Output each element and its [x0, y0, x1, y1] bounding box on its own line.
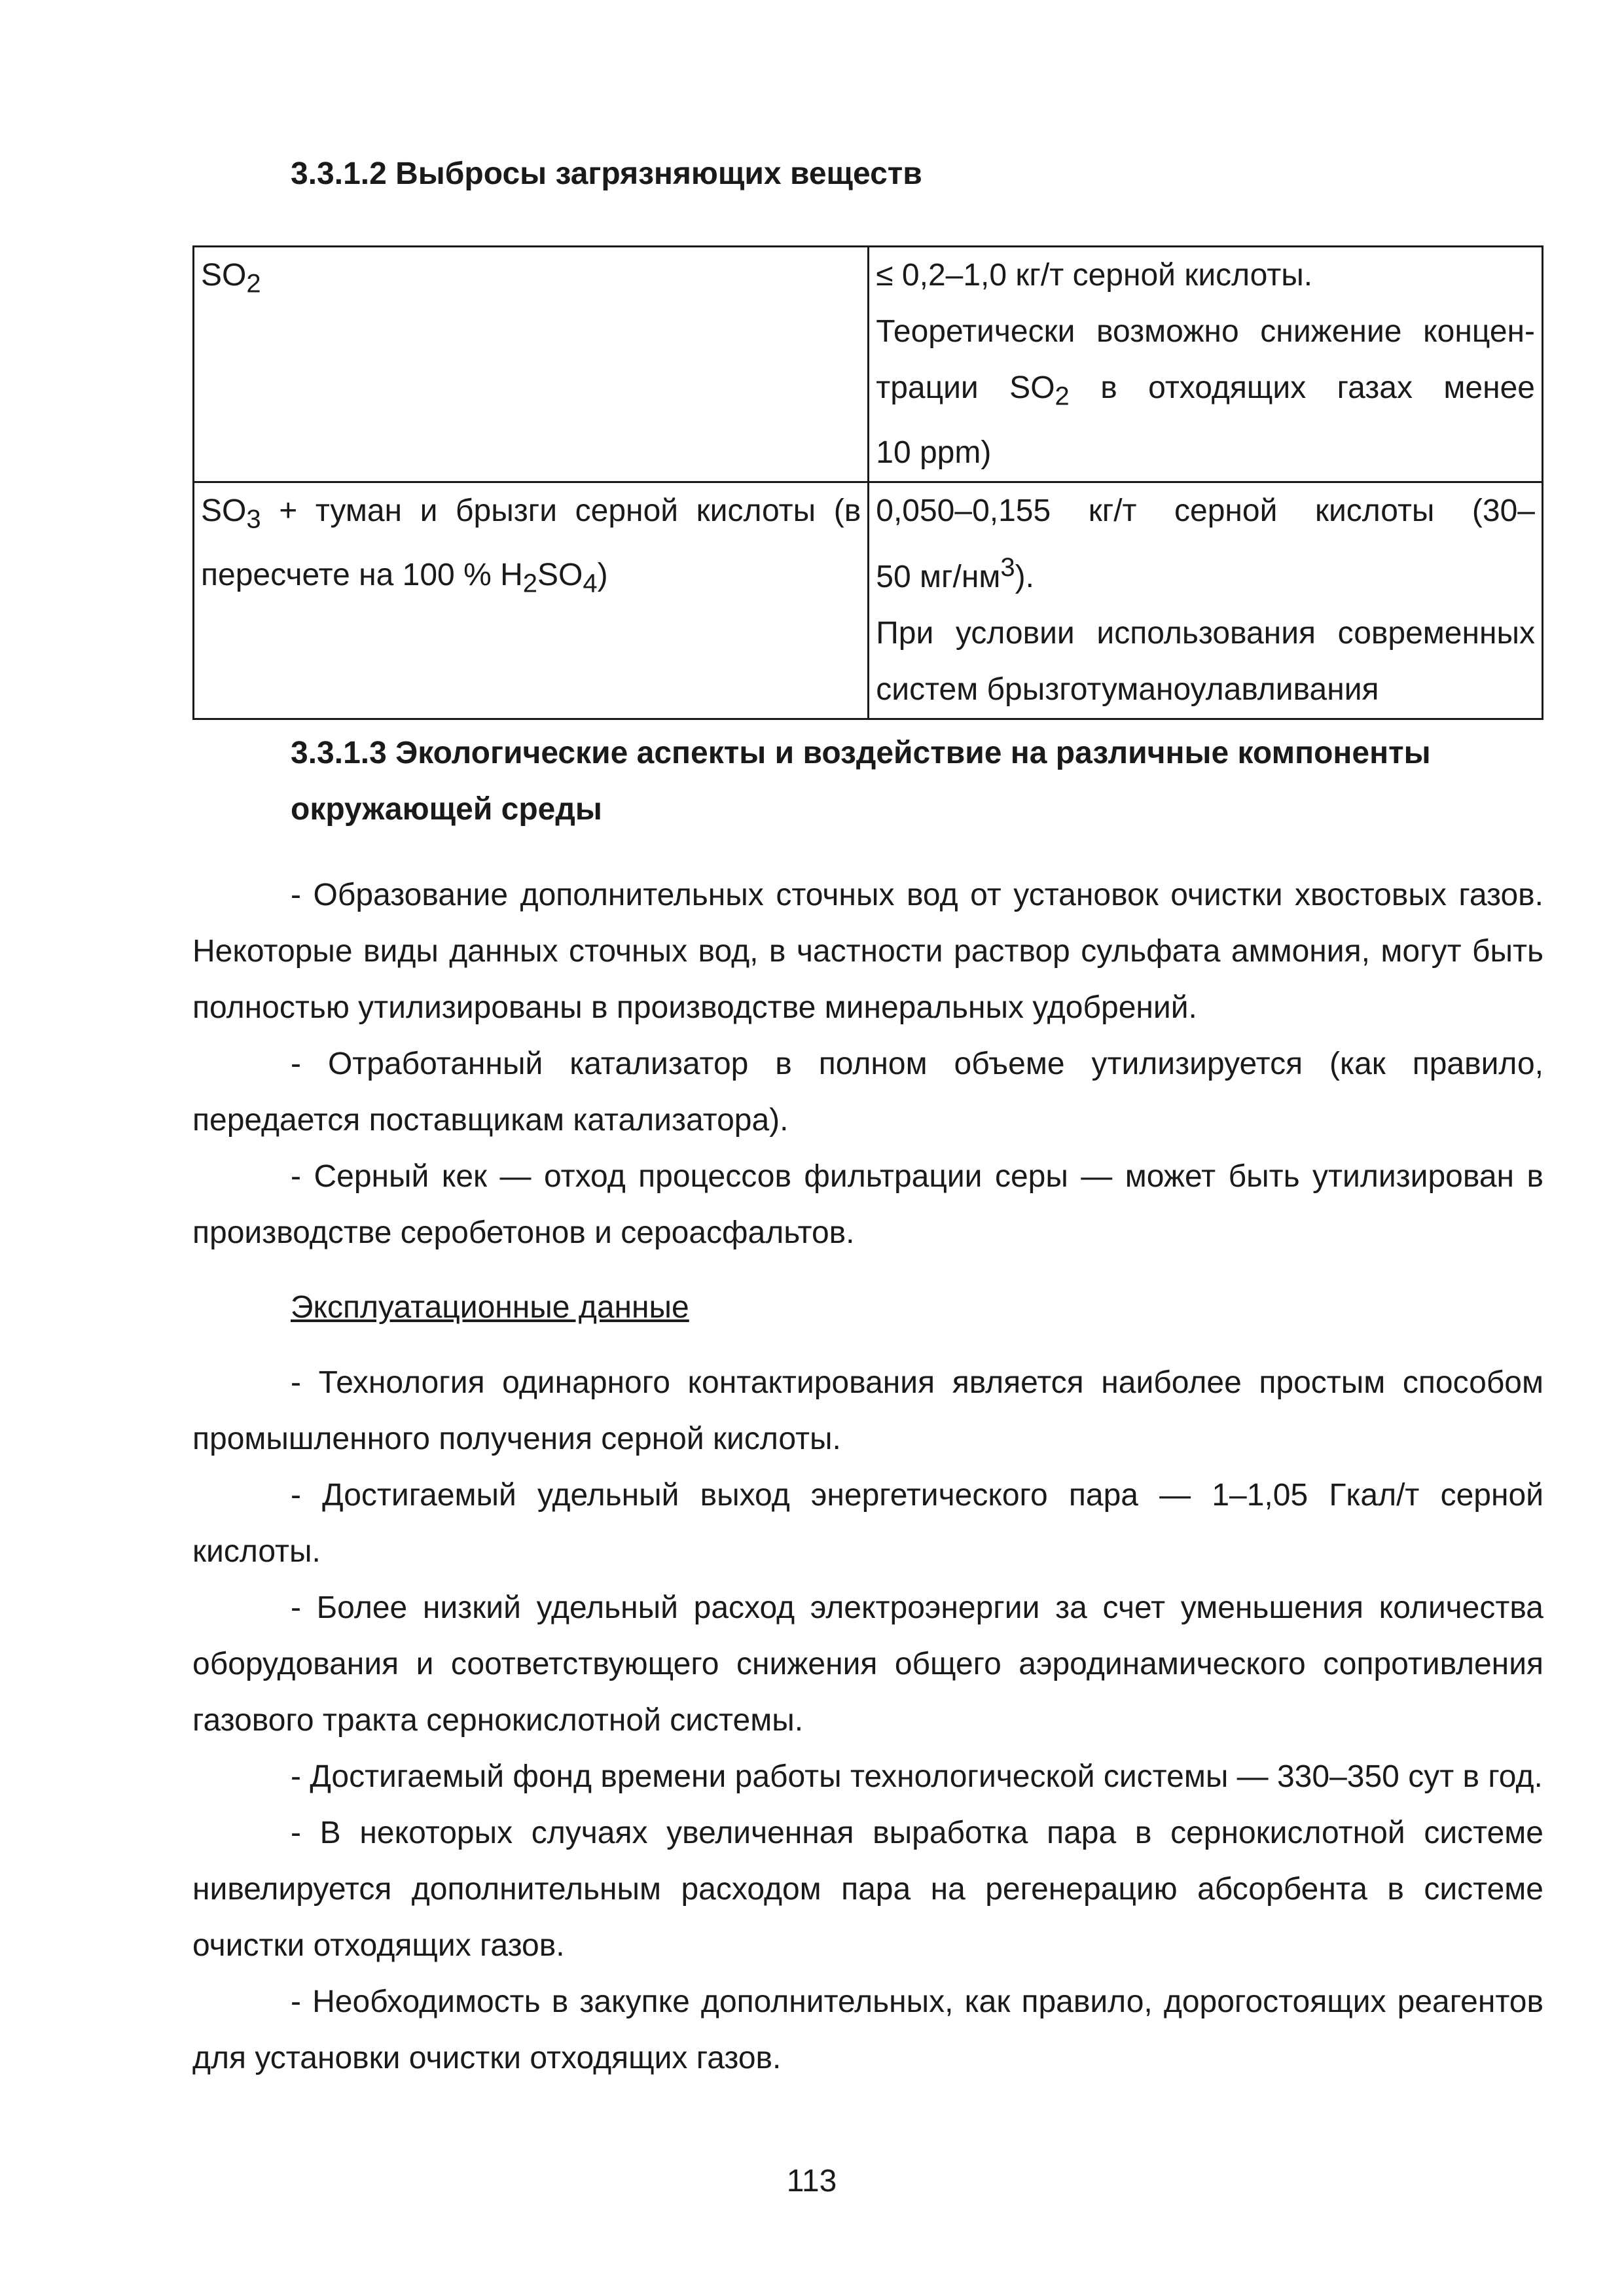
subscript: 2 — [1055, 382, 1070, 411]
cell-text: + туман и брызги серной кислоты (в пересчете на 100 % H — [201, 493, 861, 593]
table-row — [194, 247, 1543, 482]
section-heading: 3.3.1.3 Экологические аспекты и воздействие на различные компоненты окружающей среды — [291, 736, 1431, 827]
cell-text: SO — [537, 558, 583, 593]
cell-text: 10 ppm) — [876, 435, 992, 470]
cell-text: 50 мг/нм — [876, 559, 1001, 594]
section-heading: 3.3.1.2 Выбросы загрязняющих веществ — [291, 156, 922, 191]
cell-text: При условии использования современных систем брызготуманоулавливания — [876, 615, 1535, 707]
paragraph: - Достигаемый фонд времени работы технологической системы — 330–350 сут в год. — [291, 1759, 1543, 1794]
subscript: 3 — [246, 505, 261, 534]
cell-text: ) — [597, 558, 608, 593]
cell-text: ≤ 0,2–1,0 кг/т серной кислоты. — [876, 258, 1313, 293]
paragraph: - В некоторых случаях увеличенная выработка пара в сернокислотной системе нивелируется дополнительным расходом пара на регенерацию абсорбента в системе очистки отходящих газов. — [192, 1816, 1543, 1963]
cell-text: Теоретически возможно снижение концен- — [876, 314, 1535, 349]
cell-text: SO — [201, 258, 247, 293]
table-cell-pollutant — [194, 247, 869, 482]
subscript: 4 — [583, 569, 598, 598]
paragraph: - Достигаемый удельный выход энергетического пара — 1–1,05 Гкал/т серной кислоты. — [192, 1478, 1543, 1569]
paragraph: - Необходимость в закупке дополнительных, как правило, дорогостоящих реагентов для установки очистки отходящих газов. — [192, 1984, 1543, 2075]
subscript: 2 — [246, 269, 261, 298]
table-cell-pollutant — [194, 482, 869, 719]
page-number: 113 — [786, 2164, 837, 2198]
table-cell-value — [869, 482, 1543, 719]
subsection-title: Эксплуатационные данные — [291, 1290, 689, 1325]
cell-text: трации SO — [876, 370, 1055, 405]
paragraph: - Технология одинарного контактирования является наиболее простым способом промышленного получения серной кислоты. — [192, 1365, 1543, 1456]
cell-text: в отходящих газах менее — [1069, 370, 1536, 405]
emissions-table — [192, 245, 1543, 720]
table-row — [194, 482, 1543, 719]
cell-text-line — [876, 539, 1535, 605]
paragraph: - Более низкий удельный расход электроэнергии за счет уменьшения количества оборудования и соответствующего снижения общего аэродинамического сопротивления газового тракта сернокислотной системы. — [192, 1590, 1543, 1738]
cell-text: 0,050–0,155 кг/т серной кислоты (30– — [876, 493, 1535, 528]
cell-text: SO — [201, 493, 247, 528]
section-body — [192, 867, 1543, 1261]
subscript: 2 — [522, 569, 538, 598]
paragraph: - Отработанный катализатор в полном объеме утилизируется (как правило, передается поставщикам катализатора). — [192, 1047, 1543, 1138]
cell-text: ). — [1015, 559, 1034, 594]
superscript: 3 — [1000, 552, 1015, 582]
cell-text-line — [876, 360, 1535, 425]
paragraph: - Образование дополнительных сточных вод от установок очистки хвостовых газов. Некоторые виды данных сточных вод, в частности раствор сульфата аммония, могут быть полностью утилизированы в производстве минеральных удобрений. — [192, 878, 1543, 1025]
table-cell-value — [869, 247, 1543, 482]
paragraph: - Серный кек — отход процессов фильтрации серы — может быть утилизирован в производстве серобетонов и сероасфальтов. — [192, 1159, 1543, 1250]
operational-body — [192, 1355, 1543, 2087]
